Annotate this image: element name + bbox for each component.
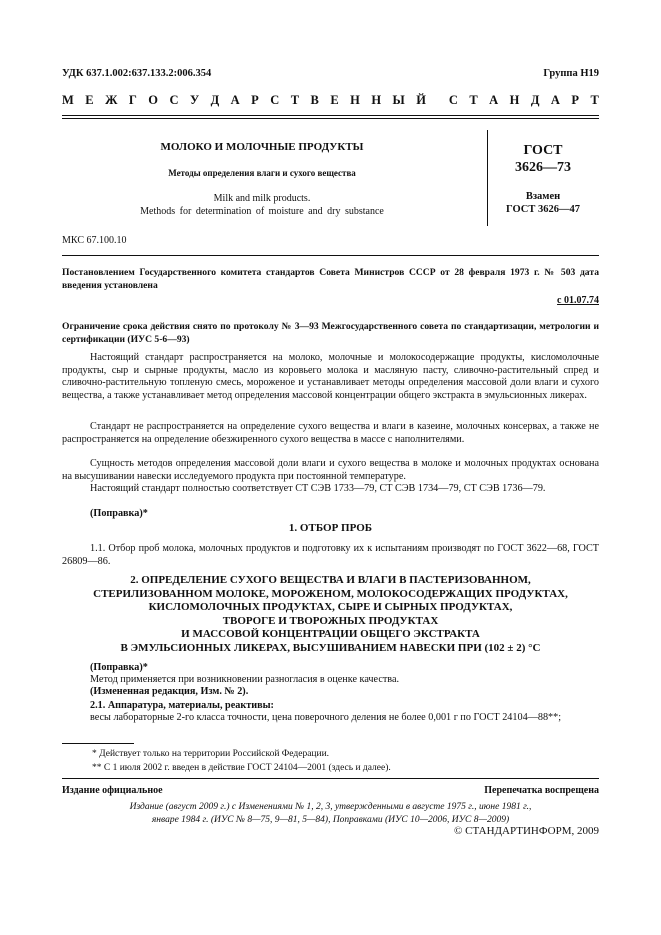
english-subtitle: Methods for determination of moisture and dry substance [140,206,384,217]
effective-date: с 01.07.74 [557,295,599,306]
section-2-1-paragraph: весы лабораторные 2-го класса точности, цена поверочного деления не более 0,001 г по ГОСТ 24104—88**; [90,712,562,723]
replaces-label: Взамен [525,191,561,202]
english-title: Milk and milk products. [213,193,311,204]
interstate-standard-banner [62,93,599,108]
banner-letter: Н [350,93,360,107]
intro-paragraph-3: Сущность методов определения массовой доли влаги и сухого вещества в молоке и молочных продуктах основана на высушивании навески исследуемого продукта при постоянной температуре. [62,458,599,482]
section-2-1-heading: 2.1. Аппаратура, материалы, реактивы: [90,700,274,711]
section-2-heading-line: 2. ОПРЕДЕЛЕНИЕ СУХОГО ВЕЩЕСТВА И ВЛАГИ В ПАСТЕРИЗОВАННОМ, [130,574,531,586]
intro-paragraph-4: Настоящий стандарт полностью соответствует СТ СЭВ 1733—79, СТ СЭВ 1734—79, СТ СЭВ 1736—79. [90,483,546,494]
udk-code: УДК 637.1.002:637.133.2:006.354 [62,68,212,79]
section-2-heading-line: В ЭМУЛЬСИОННЫХ ЛИКЕРАХ, ВЫСУШИВАНИЕМ НАВЕСКИ ПРИ (102 ± 2) °С [120,641,541,654]
intro-paragraph-1: Настоящий стандарт распространяется на молоко, молочные и молокосодержащие продукты, кисломолочные продукты, сыр и сырные продукты, масло из коровьего молока и масляную пасту, сливочно-растительный спред и сливочно-растительную топленую смесь, мороженое и устанавливает методы определения массовой доли влаги и сухого вещества, а также устанавливает метод определения массовой концентрации общего экстракта в эмульсионных ликерах. [62,352,599,401]
section-2-heading [62,574,599,655]
banner-letter: В [310,93,319,107]
edition-history-line-2: январе 1984 г. (ИУС № 8—75, 9—81, 5—84), Поправками (ИУС 10—2006, ИУС 8—2009) [151,815,510,825]
gost-number: 3626—73 [515,160,571,175]
banner-letter: С [448,93,458,107]
mks-rule [62,255,599,256]
section-2-heading-line: И МАССОВОЙ КОНЦЕНТРАЦИИ ОБЩЕГО ЭКСТРАКТА [181,628,480,640]
header-rule-bottom [62,118,599,119]
decree-text: Постановлением Государственного комитета стандартов Совета Министров СССР от 28 февраля 1973 г. № 503 дата введения установлена [62,267,599,291]
gost-designation [487,142,599,176]
edition-history-line-1: Издание (август 2009 г.) с Изменениями № 1, 2, 3, утвержденными в августе 1975 г., июне 1981 г., [129,802,532,812]
amendment-note-2: (Поправка)* [90,662,148,673]
banner-letter: Д [210,93,220,107]
banner-letter: Т [590,93,599,107]
section-2-heading-line: КИСЛОМОЛОЧНЫХ ПРОДУКТАХ, СЫРЕ И СЫРНЫХ ПРОДУКТАХ, [148,601,513,613]
banner-letter: Р [571,93,580,107]
gost-label: ГОСТ [523,143,563,158]
group-code: Группа Н19 [543,68,599,79]
footer-rule [62,778,599,779]
banner-letter: М [62,93,74,107]
banner-letter: С [169,93,179,107]
banner-letter: Т [469,93,478,107]
banner-letter: У [189,93,200,107]
banner-letter: Й [416,93,426,107]
mks-code: МКС 67.100.10 [62,235,127,246]
replaces-block [487,190,599,216]
replaces-number: ГОСТ 3626—47 [506,204,580,215]
banner-letter: Н [371,93,382,107]
header-rule-top [62,115,599,116]
section-1-heading: 1. ОТБОР ПРОБ [288,522,373,534]
footnote-2: ** С 1 июля 2002 г. введен в действие ГОСТ 24104—2001 (здесь и далее). [92,763,391,773]
banner-letter: Т [290,93,300,107]
footnote-separator [62,743,134,744]
banner-letter: Г [128,93,137,107]
section-2-heading-line: ТВОРОГЕ И ТВОРОЖНЫХ ПРОДУКТАХ [222,614,439,627]
banner-letter: Р [251,93,259,107]
banner-letter: О [148,93,159,107]
banner-letter: Е [330,93,339,107]
copyright: © СТАНДАРТИНФОРМ, 2009 [454,825,599,837]
banner-letter: А [230,93,240,107]
edited-version-note: (Измененная редакция, Изм. № 2). [90,686,249,697]
section-1-paragraph: 1.1. Отбор проб молока, молочных продуктов и подготовку их к испытаниям производят по ГОСТ 3622—68, ГОСТ 26809—86. [62,543,599,567]
banner-letter: Е [85,93,94,107]
amendment-note-1: (Поправка)* [90,508,148,519]
banner-letter: А [550,93,560,107]
section-2-heading-line: СТЕРИЛИЗОВАННОМ МОЛОКЕ, МОРОЖЕНОМ, МОЛОКОСОДЕРЖАЩИХ ПРОДУКТАХ, [93,587,568,600]
banner-letter: А [489,93,499,107]
footnote-1: * Действует только на территории Российской Федерации. [92,749,330,759]
banner-letter: Ы [392,93,405,107]
banner-letter: Н [509,93,520,107]
document-title: МОЛОКО И МОЛОЧНЫЕ ПРОДУКТЫ [160,141,364,153]
limitation-text: Ограничение срока действия снято по протоколу № 3—93 Межгосударственного совета по стандартизации, метрологии и сертификации (ИУС 5-6—93) [62,321,599,345]
banner-letter: Д [530,93,540,107]
intro-paragraph-2: Стандарт не распространяется на определение сухого вещества и влаги в казеине, молочных консервах, а также не распространяется на определение обезжиренного сухого вещества в массе с наполнителями. [62,421,599,445]
document-subtitle: Методы определения влаги и сухого вещества [168,168,356,178]
banner-letter: Ж [105,93,118,107]
method-applicability: Метод применяется при возникновении разногласия в оценке качества. [90,674,400,685]
reprint-prohibited-label: Перепечатка воспрещена [484,785,599,796]
official-edition-label: Издание официальное [62,785,163,796]
banner-letter: С [270,93,280,107]
